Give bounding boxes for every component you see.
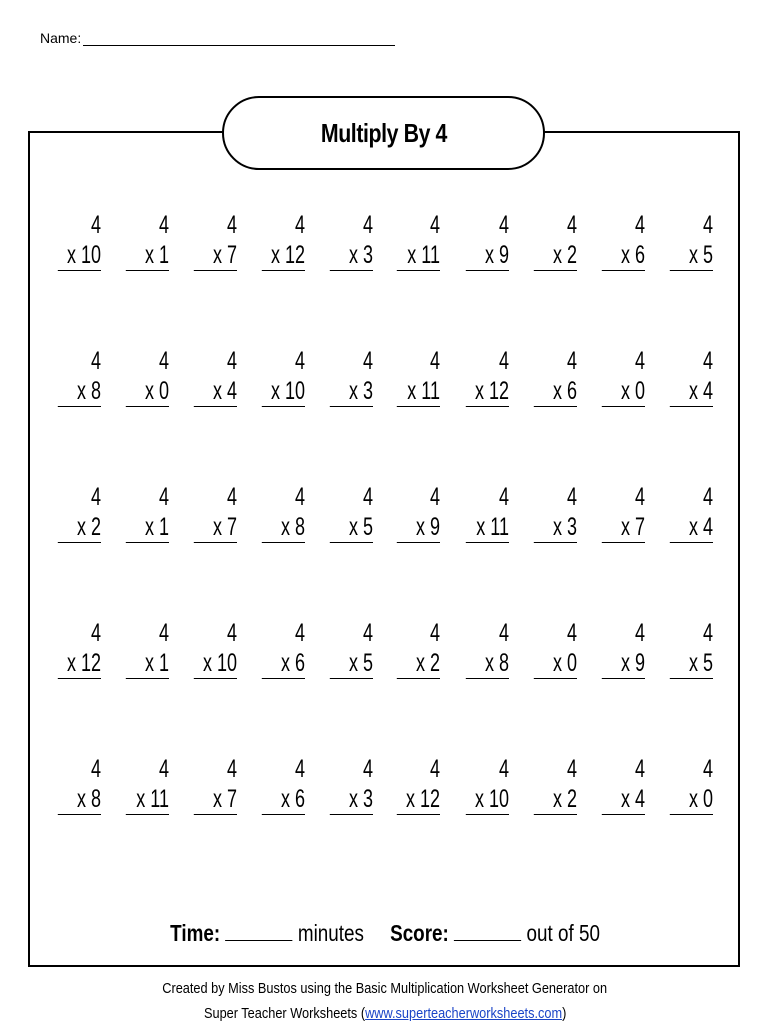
problem-2-7 [466, 346, 509, 407]
score-blank[interactable] [454, 922, 521, 941]
multiplier: x 2 [534, 240, 577, 271]
problem-3-9 [602, 482, 645, 543]
multiplier: x 1 [126, 240, 169, 271]
problem-4-7 [466, 618, 509, 679]
problem-1-1 [58, 210, 101, 271]
credit-line-2 [0, 1005, 770, 1022]
problem-5-4 [262, 754, 305, 815]
multiplicand: 4 [702, 483, 713, 511]
problem-3-7 [466, 482, 509, 543]
problem-1-6 [397, 210, 440, 271]
multiplicand: 4 [498, 483, 509, 511]
problem-1-2 [126, 210, 169, 271]
multiplicand: 4 [362, 619, 373, 647]
title-banner [222, 96, 545, 170]
multiplicand: 4 [634, 347, 645, 375]
multiplicand: 4 [429, 619, 440, 647]
multiplicand: 4 [566, 483, 577, 511]
multiplier: x 7 [194, 240, 237, 271]
multiplicand: 4 [702, 619, 713, 647]
problem-5-2 [126, 754, 169, 815]
problem-2-3 [194, 346, 237, 407]
multiplier: x 1 [126, 512, 169, 543]
problem-4-1 [58, 618, 101, 679]
problem-5-1 [58, 754, 101, 815]
name-label: Name: [40, 30, 82, 46]
problem-4-5 [330, 618, 373, 679]
problem-1-4 [262, 210, 305, 271]
multiplicand: 4 [566, 347, 577, 375]
problem-3-8 [534, 482, 577, 543]
multiplicand: 4 [294, 483, 305, 511]
multiplicand: 4 [294, 211, 305, 239]
multiplicand: 4 [158, 619, 169, 647]
multiplier: x 6 [534, 376, 577, 407]
problem-5-5 [330, 754, 373, 815]
problem-3-6 [397, 482, 440, 543]
multiplier: x 3 [330, 240, 373, 271]
multiplier: x 12 [397, 784, 440, 815]
multiplicand: 4 [362, 211, 373, 239]
multiplicand: 4 [90, 347, 101, 375]
multiplier: x 7 [194, 784, 237, 815]
multiplicand: 4 [158, 347, 169, 375]
multiplicand: 4 [294, 619, 305, 647]
multiplicand: 4 [226, 211, 237, 239]
multiplicand: 4 [158, 211, 169, 239]
problem-1-3 [194, 210, 237, 271]
problem-4-2 [126, 618, 169, 679]
problem-4-10 [670, 618, 713, 679]
out-of-label: out of 50 [526, 920, 600, 946]
multiplier: x 10 [58, 240, 101, 271]
problem-1-5 [330, 210, 373, 271]
multiplier: x 8 [262, 512, 305, 543]
multiplier: x 12 [262, 240, 305, 271]
multiplicand: 4 [294, 755, 305, 783]
multiplier: x 8 [58, 376, 101, 407]
multiplicand: 4 [498, 619, 509, 647]
multiplicand: 4 [702, 211, 713, 239]
multiplicand: 4 [362, 755, 373, 783]
problem-3-2 [126, 482, 169, 543]
multiplier: x 3 [330, 376, 373, 407]
problem-5-3 [194, 754, 237, 815]
multiplier: x 2 [534, 784, 577, 815]
problem-2-5 [330, 346, 373, 407]
problem-2-6 [397, 346, 440, 407]
multiplier: x 11 [397, 376, 440, 407]
multiplier: x 11 [126, 784, 169, 815]
multiplicand: 4 [702, 347, 713, 375]
problem-2-4 [262, 346, 305, 407]
multiplicand: 4 [90, 483, 101, 511]
problem-1-9 [602, 210, 645, 271]
multiplicand: 4 [566, 619, 577, 647]
multiplicand: 4 [429, 483, 440, 511]
multiplicand: 4 [429, 755, 440, 783]
problem-2-8 [534, 346, 577, 407]
multiplier: x 1 [126, 648, 169, 679]
problem-3-4 [262, 482, 305, 543]
multiplicand: 4 [634, 619, 645, 647]
multiplier: x 0 [534, 648, 577, 679]
multiplicand: 4 [226, 619, 237, 647]
problem-5-8 [534, 754, 577, 815]
multiplier: x 2 [397, 648, 440, 679]
multiplicand: 4 [362, 347, 373, 375]
multiplicand: 4 [498, 755, 509, 783]
problem-5-7 [466, 754, 509, 815]
multiplicand: 4 [90, 619, 101, 647]
multiplier: x 0 [126, 376, 169, 407]
multiplicand: 4 [702, 755, 713, 783]
multiplicand: 4 [634, 755, 645, 783]
credit-link[interactable]: www.superteacherworksheets.com [364, 1005, 562, 1022]
time-label: Time: [170, 920, 221, 946]
multiplier: x 9 [397, 512, 440, 543]
multiplier: x 2 [58, 512, 101, 543]
credit-prefix: Super Teacher Worksheets ( [203, 1005, 365, 1022]
multiplier: x 10 [262, 376, 305, 407]
multiplicand: 4 [226, 755, 237, 783]
multiplier: x 5 [330, 512, 373, 543]
time-blank[interactable] [225, 922, 292, 941]
problem-1-10 [670, 210, 713, 271]
multiplier: x 12 [466, 376, 509, 407]
problem-2-10 [670, 346, 713, 407]
multiplier: x 10 [194, 648, 237, 679]
problem-4-6 [397, 618, 440, 679]
credit-suffix: ) [561, 1005, 567, 1022]
score-label: Score: [390, 920, 449, 946]
multiplicand: 4 [294, 347, 305, 375]
problem-3-3 [194, 482, 237, 543]
multiplier: x 11 [397, 240, 440, 271]
multiplier: x 3 [534, 512, 577, 543]
multiplicand: 4 [429, 347, 440, 375]
minutes-label: minutes [297, 920, 364, 946]
multiplier: x 0 [670, 784, 713, 815]
multiplier: x 9 [602, 648, 645, 679]
multiplier: x 7 [602, 512, 645, 543]
multiplier: x 4 [670, 376, 713, 407]
multiplier: x 5 [670, 240, 713, 271]
multiplicand: 4 [90, 755, 101, 783]
multiplier: x 6 [602, 240, 645, 271]
problem-3-1 [58, 482, 101, 543]
problem-1-8 [534, 210, 577, 271]
multiplier: x 7 [194, 512, 237, 543]
problem-5-9 [602, 754, 645, 815]
problem-4-3 [194, 618, 237, 679]
multiplier: x 8 [466, 648, 509, 679]
multiplicand: 4 [566, 755, 577, 783]
multiplier: x 10 [466, 784, 509, 815]
multiplicand: 4 [498, 211, 509, 239]
multiplier: x 8 [58, 784, 101, 815]
problem-2-9 [602, 346, 645, 407]
multiplier: x 4 [194, 376, 237, 407]
problem-3-5 [330, 482, 373, 543]
multiplicand: 4 [429, 211, 440, 239]
multiplicand: 4 [634, 483, 645, 511]
footer-time-score [0, 920, 770, 947]
problem-2-1 [58, 346, 101, 407]
multiplier: x 5 [670, 648, 713, 679]
multiplier: x 0 [602, 376, 645, 407]
multiplicand: 4 [90, 211, 101, 239]
multiplicand: 4 [158, 483, 169, 511]
multiplicand: 4 [498, 347, 509, 375]
multiplicand: 4 [634, 211, 645, 239]
multiplier: x 9 [466, 240, 509, 271]
problem-1-7 [466, 210, 509, 271]
problem-5-10 [670, 754, 713, 815]
multiplier: x 12 [58, 648, 101, 679]
multiplier: x 6 [262, 648, 305, 679]
multiplicand: 4 [158, 755, 169, 783]
multiplier: x 11 [466, 512, 509, 543]
problem-4-8 [534, 618, 577, 679]
multiplier: x 4 [670, 512, 713, 543]
multiplier: x 5 [330, 648, 373, 679]
multiplicand: 4 [362, 483, 373, 511]
multiplier: x 6 [262, 784, 305, 815]
problem-5-6 [397, 754, 440, 815]
multiplicand: 4 [226, 347, 237, 375]
problem-3-10 [670, 482, 713, 543]
multiplier: x 4 [602, 784, 645, 815]
multiplier: x 3 [330, 784, 373, 815]
credit-line-1: Created by Miss Bustos using the Basic Multiplication Worksheet Generator on [162, 980, 608, 997]
multiplicand: 4 [226, 483, 237, 511]
problem-2-2 [126, 346, 169, 407]
worksheet-title: Multiply By 4 [320, 117, 447, 148]
name-field-row [40, 30, 395, 46]
problem-4-9 [602, 618, 645, 679]
name-blank-line[interactable] [83, 31, 395, 46]
problem-4-4 [262, 618, 305, 679]
multiplicand: 4 [566, 211, 577, 239]
